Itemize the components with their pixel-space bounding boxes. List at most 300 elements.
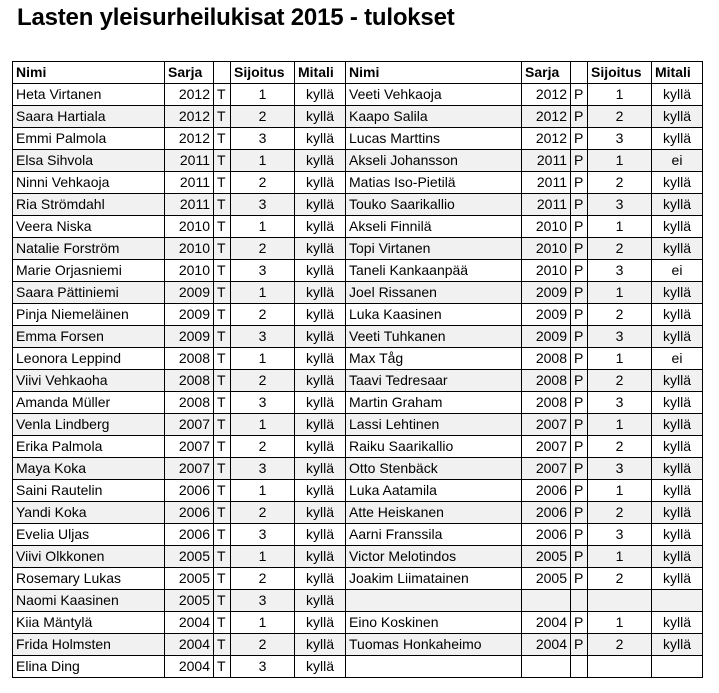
left-mitali-cell: kyllä: [295, 458, 346, 480]
left-name-cell: Heta Virtanen: [13, 84, 165, 106]
right-sarja-cell: 2004: [522, 612, 571, 634]
left-sex-cell: T: [214, 414, 231, 436]
right-sijoitus-cell: 2: [588, 238, 652, 260]
left-sex-cell: T: [214, 216, 231, 238]
right-sex-cell: [571, 590, 588, 612]
right-sex-cell: P: [571, 370, 588, 392]
table-row: [13, 414, 703, 436]
right-mitali-cell: kyllä: [652, 634, 703, 656]
right-name-cell: [346, 656, 522, 678]
left-sex-cell: T: [214, 282, 231, 304]
right-sarja-cell: 2011: [522, 172, 571, 194]
right-sijoitus-cell: 2: [588, 106, 652, 128]
left-sex-cell: T: [214, 260, 231, 282]
left-sijoitus-cell: 1: [231, 480, 295, 502]
left-mitali-cell: kyllä: [295, 348, 346, 370]
left-sex-cell: T: [214, 194, 231, 216]
left-sijoitus-cell: 3: [231, 326, 295, 348]
left-sarja-cell: 2012: [165, 84, 214, 106]
left-sex-cell: T: [214, 480, 231, 502]
table-row: [13, 260, 703, 282]
left-sijoitus-cell: 2: [231, 568, 295, 590]
right-mitali-cell: kyllä: [652, 238, 703, 260]
left-sex-cell: T: [214, 502, 231, 524]
left-name-cell: Elina Ding: [13, 656, 165, 678]
right-sarja-cell: 2005: [522, 568, 571, 590]
right-name-cell: Luka Aatamila: [346, 480, 522, 502]
right-sex-cell: P: [571, 172, 588, 194]
left-sarja-cell: 2004: [165, 656, 214, 678]
left-sijoitus-cell: 2: [231, 172, 295, 194]
right-sex-cell: P: [571, 502, 588, 524]
right-mitali-cell: kyllä: [652, 194, 703, 216]
right-sex-cell: P: [571, 106, 588, 128]
right-sarja-cell: 2010: [522, 216, 571, 238]
left-sijoitus-cell: 1: [231, 348, 295, 370]
table-row: [13, 194, 703, 216]
left-sijoitus-cell: 2: [231, 238, 295, 260]
left-sarja-cell: 2005: [165, 568, 214, 590]
right-sijoitus-cell: 2: [588, 172, 652, 194]
results-table: [12, 61, 703, 678]
right-sex-cell: P: [571, 414, 588, 436]
left-sarja-cell: 2010: [165, 260, 214, 282]
left-name-cell: Saini Rautelin: [13, 480, 165, 502]
left-sijoitus-cell: 3: [231, 656, 295, 678]
right-mitali-cell: kyllä: [652, 172, 703, 194]
right-sarja-cell: 2006: [522, 524, 571, 546]
right-mitali-cell: [652, 590, 703, 612]
right-sex-cell: P: [571, 546, 588, 568]
left-mitali-cell: kyllä: [295, 524, 346, 546]
right-sijoitus-cell: 1: [588, 480, 652, 502]
left-sijoitus-cell: 2: [231, 502, 295, 524]
header-sarja: Sarja: [165, 62, 214, 84]
left-name-cell: Amanda Müller: [13, 392, 165, 414]
left-mitali-cell: kyllä: [295, 414, 346, 436]
right-sijoitus-cell: 2: [588, 304, 652, 326]
left-sex-cell: T: [214, 392, 231, 414]
header-sp: [214, 62, 231, 84]
left-name-cell: Frida Holmsten: [13, 634, 165, 656]
right-mitali-cell: kyllä: [652, 612, 703, 634]
left-sarja-cell: 2006: [165, 524, 214, 546]
right-sarja-cell: 2007: [522, 458, 571, 480]
right-mitali-cell: kyllä: [652, 304, 703, 326]
left-sarja-cell: 2009: [165, 282, 214, 304]
left-sarja-cell: 2005: [165, 546, 214, 568]
right-mitali-cell: kyllä: [652, 370, 703, 392]
right-mitali-cell: kyllä: [652, 458, 703, 480]
left-sarja-cell: 2010: [165, 238, 214, 260]
table-row: [13, 216, 703, 238]
left-name-cell: Ninni Vehkaoja: [13, 172, 165, 194]
right-sijoitus-cell: 3: [588, 194, 652, 216]
table-row: [13, 524, 703, 546]
left-sijoitus-cell: 1: [231, 414, 295, 436]
right-name-cell: Taavi Tedresaar: [346, 370, 522, 392]
left-sarja-cell: 2008: [165, 370, 214, 392]
left-sijoitus-cell: 2: [231, 304, 295, 326]
right-mitali-cell: kyllä: [652, 84, 703, 106]
right-name-cell: Veeti Vehkaoja: [346, 84, 522, 106]
right-sex-cell: P: [571, 634, 588, 656]
left-name-cell: Veera Niska: [13, 216, 165, 238]
right-name-cell: Aarni Franssila: [346, 524, 522, 546]
left-sijoitus-cell: 2: [231, 634, 295, 656]
left-mitali-cell: kyllä: [295, 216, 346, 238]
right-sarja-cell: 2004: [522, 634, 571, 656]
right-sarja-cell: 2008: [522, 392, 571, 414]
table-row: [13, 282, 703, 304]
left-sex-cell: T: [214, 348, 231, 370]
right-mitali-cell: kyllä: [652, 502, 703, 524]
left-mitali-cell: kyllä: [295, 480, 346, 502]
right-mitali-cell: ei: [652, 150, 703, 172]
right-mitali-cell: ei: [652, 348, 703, 370]
right-sarja-cell: 2006: [522, 480, 571, 502]
header-sijoitus: Sijoitus: [231, 62, 295, 84]
left-name-cell: Viivi Vehkaoha: [13, 370, 165, 392]
right-name-cell: Lassi Lehtinen: [346, 414, 522, 436]
left-sijoitus-cell: 3: [231, 260, 295, 282]
right-mitali-cell: kyllä: [652, 524, 703, 546]
left-sex-cell: T: [214, 106, 231, 128]
right-mitali-cell: kyllä: [652, 414, 703, 436]
left-sijoitus-cell: 1: [231, 612, 295, 634]
left-sijoitus-cell: 2: [231, 106, 295, 128]
left-mitali-cell: kyllä: [295, 546, 346, 568]
left-sex-cell: T: [214, 238, 231, 260]
right-name-cell: Eino Koskinen: [346, 612, 522, 634]
left-sex-cell: T: [214, 612, 231, 634]
right-sex-cell: P: [571, 326, 588, 348]
right-sarja-cell: 2010: [522, 238, 571, 260]
right-sijoitus-cell: 1: [588, 546, 652, 568]
left-name-cell: Ria Strömdahl: [13, 194, 165, 216]
left-sex-cell: T: [214, 656, 231, 678]
right-sijoitus-cell: 2: [588, 568, 652, 590]
right-sex-cell: P: [571, 216, 588, 238]
left-sex-cell: T: [214, 326, 231, 348]
table-row: [13, 106, 703, 128]
right-name-cell: Otto Stenbäck: [346, 458, 522, 480]
left-mitali-cell: kyllä: [295, 172, 346, 194]
table-row: [13, 172, 703, 194]
left-sijoitus-cell: 3: [231, 524, 295, 546]
right-name-cell: Akseli Finnilä: [346, 216, 522, 238]
right-sijoitus-cell: 2: [588, 370, 652, 392]
left-sarja-cell: 2011: [165, 150, 214, 172]
left-sarja-cell: 2011: [165, 194, 214, 216]
right-mitali-cell: kyllä: [652, 282, 703, 304]
right-sarja-cell: 2012: [522, 128, 571, 150]
page-title: Lasten yleisurheilukisat 2015 - tulokset: [17, 4, 455, 31]
right-sijoitus-cell: 1: [588, 84, 652, 106]
right-sex-cell: P: [571, 260, 588, 282]
right-mitali-cell: [652, 656, 703, 678]
left-sarja-cell: 2004: [165, 634, 214, 656]
right-sijoitus-cell: 3: [588, 458, 652, 480]
left-sarja-cell: 2006: [165, 502, 214, 524]
table-row: [13, 238, 703, 260]
left-sijoitus-cell: 3: [231, 392, 295, 414]
left-mitali-cell: kyllä: [295, 612, 346, 634]
left-name-cell: Yandi Koka: [13, 502, 165, 524]
right-name-cell: Joakim Liimatainen: [346, 568, 522, 590]
left-sex-cell: T: [214, 634, 231, 656]
right-name-cell: Martin Graham: [346, 392, 522, 414]
right-sex-cell: P: [571, 194, 588, 216]
left-name-cell: Kiia Mäntylä: [13, 612, 165, 634]
right-name-cell: Veeti Tuhkanen: [346, 326, 522, 348]
right-sijoitus-cell: 2: [588, 436, 652, 458]
left-sijoitus-cell: 1: [231, 546, 295, 568]
right-sijoitus-cell: [588, 656, 652, 678]
right-name-cell: Topi Virtanen: [346, 238, 522, 260]
left-sex-cell: T: [214, 370, 231, 392]
table-row: [13, 326, 703, 348]
left-sex-cell: T: [214, 128, 231, 150]
left-mitali-cell: kyllä: [295, 282, 346, 304]
left-mitali-cell: kyllä: [295, 194, 346, 216]
table-row: [13, 436, 703, 458]
right-sex-cell: P: [571, 84, 588, 106]
right-sijoitus-cell: 3: [588, 260, 652, 282]
right-sijoitus-cell: 1: [588, 216, 652, 238]
right-name-cell: Touko Saarikallio: [346, 194, 522, 216]
left-name-cell: Emmi Palmola: [13, 128, 165, 150]
table-row: [13, 304, 703, 326]
table-row: [13, 150, 703, 172]
right-mitali-cell: kyllä: [652, 216, 703, 238]
right-name-cell: Max Tåg: [346, 348, 522, 370]
right-sijoitus-cell: 2: [588, 634, 652, 656]
left-mitali-cell: kyllä: [295, 150, 346, 172]
left-name-cell: Venla Lindberg: [13, 414, 165, 436]
right-name-cell: Luka Kaasinen: [346, 304, 522, 326]
right-sex-cell: P: [571, 128, 588, 150]
table-row: [13, 612, 703, 634]
right-mitali-cell: kyllä: [652, 546, 703, 568]
left-name-cell: Elsa Sihvola: [13, 150, 165, 172]
left-mitali-cell: kyllä: [295, 304, 346, 326]
left-mitali-cell: kyllä: [295, 370, 346, 392]
right-sarja-cell: 2011: [522, 150, 571, 172]
left-name-cell: Saara Hartiala: [13, 106, 165, 128]
table-row: [13, 348, 703, 370]
right-sarja-cell: 2008: [522, 348, 571, 370]
table-row: [13, 656, 703, 678]
table-row: [13, 568, 703, 590]
table-row: [13, 392, 703, 414]
right-mitali-cell: kyllä: [652, 392, 703, 414]
left-sarja-cell: 2009: [165, 326, 214, 348]
right-sijoitus-cell: 1: [588, 612, 652, 634]
right-sex-cell: P: [571, 348, 588, 370]
right-sijoitus-cell: 3: [588, 326, 652, 348]
table-row: [13, 480, 703, 502]
right-sarja-cell: 2009: [522, 326, 571, 348]
right-sarja-cell: 2005: [522, 546, 571, 568]
left-sarja-cell: 2010: [165, 216, 214, 238]
right-sarja-cell: 2012: [522, 84, 571, 106]
left-mitali-cell: kyllä: [295, 106, 346, 128]
left-name-cell: Rosemary Lukas: [13, 568, 165, 590]
left-name-cell: Viivi Olkkonen: [13, 546, 165, 568]
right-mitali-cell: kyllä: [652, 128, 703, 150]
left-sex-cell: T: [214, 546, 231, 568]
right-name-cell: Raiku Saarikallio: [346, 436, 522, 458]
left-mitali-cell: kyllä: [295, 590, 346, 612]
left-mitali-cell: kyllä: [295, 260, 346, 282]
right-name-cell: Taneli Kankaanpää: [346, 260, 522, 282]
left-sarja-cell: 2008: [165, 348, 214, 370]
right-sarja-cell: 2012: [522, 106, 571, 128]
right-name-cell: Kaapo Salila: [346, 106, 522, 128]
left-name-cell: Naomi Kaasinen: [13, 590, 165, 612]
left-mitali-cell: kyllä: [295, 128, 346, 150]
right-sex-cell: P: [571, 150, 588, 172]
table-row: [13, 458, 703, 480]
right-sex-cell: P: [571, 282, 588, 304]
right-sijoitus-cell: 1: [588, 348, 652, 370]
right-sijoitus-cell: 3: [588, 392, 652, 414]
left-sijoitus-cell: 3: [231, 590, 295, 612]
right-sarja-cell: 2006: [522, 502, 571, 524]
left-mitali-cell: kyllä: [295, 568, 346, 590]
left-sijoitus-cell: 3: [231, 458, 295, 480]
left-sex-cell: T: [214, 590, 231, 612]
left-sex-cell: T: [214, 172, 231, 194]
left-sarja-cell: 2011: [165, 172, 214, 194]
left-sarja-cell: 2012: [165, 106, 214, 128]
left-sijoitus-cell: 3: [231, 194, 295, 216]
left-mitali-cell: kyllä: [295, 436, 346, 458]
right-sijoitus-cell: 1: [588, 282, 652, 304]
results-body: [13, 84, 703, 678]
right-sarja-cell: [522, 656, 571, 678]
right-sarja-cell: 2009: [522, 282, 571, 304]
left-mitali-cell: kyllä: [295, 392, 346, 414]
left-sijoitus-cell: 2: [231, 370, 295, 392]
left-sarja-cell: 2006: [165, 480, 214, 502]
left-name-cell: Maya Koka: [13, 458, 165, 480]
table-row: [13, 84, 703, 106]
right-sex-cell: P: [571, 612, 588, 634]
header-row: [13, 62, 703, 84]
right-sex-cell: P: [571, 480, 588, 502]
header-mitali: Mitali: [652, 62, 703, 84]
left-name-cell: Leonora Leppind: [13, 348, 165, 370]
left-sex-cell: T: [214, 524, 231, 546]
right-name-cell: Matias Iso-Pietilä: [346, 172, 522, 194]
left-mitali-cell: kyllä: [295, 502, 346, 524]
table-row: [13, 370, 703, 392]
left-name-cell: Saara Pättiniemi: [13, 282, 165, 304]
left-mitali-cell: kyllä: [295, 326, 346, 348]
right-name-cell: Atte Heiskanen: [346, 502, 522, 524]
left-name-cell: Erika Palmola: [13, 436, 165, 458]
left-sex-cell: T: [214, 84, 231, 106]
right-sarja-cell: 2007: [522, 436, 571, 458]
left-sarja-cell: 2012: [165, 128, 214, 150]
table-row: [13, 502, 703, 524]
left-sijoitus-cell: 1: [231, 150, 295, 172]
right-sarja-cell: [522, 590, 571, 612]
left-sarja-cell: 2005: [165, 590, 214, 612]
right-sex-cell: P: [571, 392, 588, 414]
table-row: [13, 546, 703, 568]
right-mitali-cell: kyllä: [652, 480, 703, 502]
left-sarja-cell: 2009: [165, 304, 214, 326]
right-sarja-cell: 2011: [522, 194, 571, 216]
right-name-cell: Victor Melotindos: [346, 546, 522, 568]
left-name-cell: Natalie Forström: [13, 238, 165, 260]
header-sarja: Sarja: [522, 62, 571, 84]
header-nimi: Nimi: [346, 62, 522, 84]
right-mitali-cell: kyllä: [652, 326, 703, 348]
left-sex-cell: T: [214, 150, 231, 172]
right-sex-cell: P: [571, 458, 588, 480]
left-sarja-cell: 2008: [165, 392, 214, 414]
table-row: [13, 128, 703, 150]
right-sijoitus-cell: 3: [588, 524, 652, 546]
right-sijoitus-cell: 1: [588, 150, 652, 172]
right-sijoitus-cell: 3: [588, 128, 652, 150]
right-sijoitus-cell: 1: [588, 414, 652, 436]
right-sex-cell: P: [571, 524, 588, 546]
right-sarja-cell: 2010: [522, 260, 571, 282]
table-row: [13, 634, 703, 656]
left-sijoitus-cell: 3: [231, 128, 295, 150]
right-name-cell: Lucas Marttins: [346, 128, 522, 150]
header-sijoitus: Sijoitus: [588, 62, 652, 84]
left-mitali-cell: kyllä: [295, 238, 346, 260]
right-sex-cell: [571, 656, 588, 678]
left-sarja-cell: 2007: [165, 414, 214, 436]
left-sex-cell: T: [214, 458, 231, 480]
right-name-cell: [346, 590, 522, 612]
right-mitali-cell: kyllä: [652, 436, 703, 458]
left-sijoitus-cell: 1: [231, 84, 295, 106]
header-nimi: Nimi: [13, 62, 165, 84]
left-sex-cell: T: [214, 436, 231, 458]
left-mitali-cell: kyllä: [295, 84, 346, 106]
left-sijoitus-cell: 1: [231, 216, 295, 238]
right-sarja-cell: 2007: [522, 414, 571, 436]
left-name-cell: Pinja Niemeläinen: [13, 304, 165, 326]
left-sarja-cell: 2007: [165, 458, 214, 480]
left-sijoitus-cell: 1: [231, 282, 295, 304]
left-mitali-cell: kyllä: [295, 634, 346, 656]
right-sex-cell: P: [571, 238, 588, 260]
right-sijoitus-cell: 2: [588, 502, 652, 524]
left-sijoitus-cell: 2: [231, 436, 295, 458]
right-sarja-cell: 2009: [522, 304, 571, 326]
right-sex-cell: P: [571, 436, 588, 458]
right-name-cell: Akseli Johansson: [346, 150, 522, 172]
left-sex-cell: T: [214, 568, 231, 590]
right-mitali-cell: kyllä: [652, 568, 703, 590]
right-sex-cell: P: [571, 304, 588, 326]
left-name-cell: Emma Forsen: [13, 326, 165, 348]
right-mitali-cell: ei: [652, 260, 703, 282]
left-sarja-cell: 2004: [165, 612, 214, 634]
left-name-cell: Evelia Uljas: [13, 524, 165, 546]
left-name-cell: Marie Orjasniemi: [13, 260, 165, 282]
table-row: [13, 590, 703, 612]
